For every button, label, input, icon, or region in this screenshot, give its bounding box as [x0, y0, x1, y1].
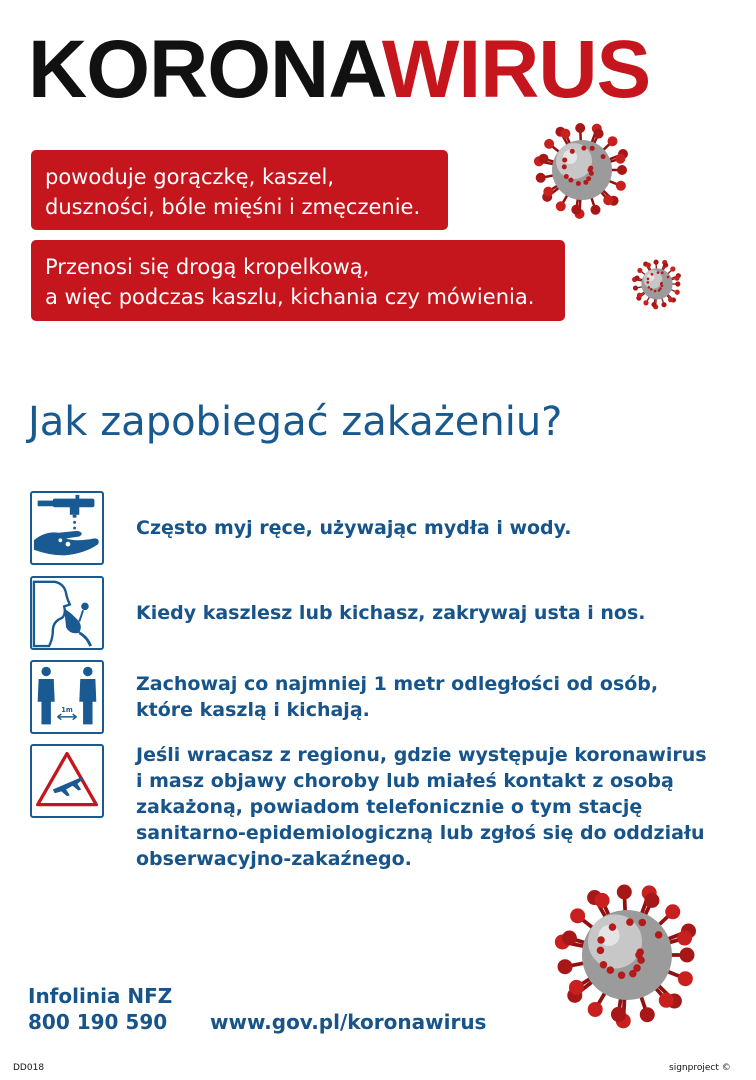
virus-icon [532, 120, 632, 220]
title-part-korona: KORONA [28, 24, 382, 115]
title-part-wirus: WIRUS [381, 24, 651, 115]
item-text: Jeśli wracasz z regionu, gdzie występuje koronawirus [136, 744, 707, 766]
cough-cover-icon [30, 576, 104, 650]
distance-label: 1m [61, 706, 73, 715]
prevention-item-keep-distance [136, 671, 658, 723]
item-text: Zachowaj co najmniej 1 metr odległości od osób, [136, 673, 659, 695]
prevention-item-contact-sanepid [136, 742, 707, 872]
prevention-heading: Jak zapobiegać zakażeniu? [28, 399, 563, 445]
prevention-item-cover-mouth [136, 600, 646, 626]
item-text: sanitarno-epidemiologiczną lub zgłoś się do oddziału [136, 822, 705, 844]
hand-washing-icon [30, 491, 104, 565]
brand-mark: signproject © [669, 1063, 731, 1073]
transmission-box [31, 240, 565, 321]
product-code: DD018 [13, 1063, 45, 1073]
item-text: które kaszlą i kichają. [136, 699, 370, 721]
item-text: i masz objawy choroby lub miałeś kontakt z osobą [136, 770, 674, 792]
hotline-number: 800 190 590 [28, 1010, 168, 1034]
symptoms-line-1: powoduje gorączkę, kaszel, [45, 165, 335, 189]
symptoms-box [31, 150, 448, 230]
item-text: zakażoną, powiadom telefonicznie o tym stację [136, 796, 643, 818]
transmission-line-1: Przenosi się drogą kropelkową, [45, 255, 370, 279]
transmission-line-2: a więc podczas kaszlu, kichania czy mówienia. [45, 285, 535, 309]
item-text: Kiedy kaszlesz lub kichasz, zakrywaj usta i nos. [136, 602, 646, 624]
virus-icon-small [631, 258, 683, 310]
hotline-label: Infolinia NFZ [28, 984, 173, 1008]
distance-icon [30, 660, 104, 734]
website-link[interactable]: www.gov.pl/koronawirus [210, 1010, 487, 1034]
item-text: Często myj ręce, używając mydła i wody. [136, 517, 572, 539]
symptoms-line-2: duszności, bóle mięśni i zmęczenie. [45, 195, 421, 219]
virus-icon-large [552, 880, 702, 1030]
item-text: obserwacyjno-zakaźnego. [136, 848, 412, 870]
prevention-item-wash-hands [136, 515, 572, 541]
travel-warning-icon [30, 744, 104, 818]
poster-title [28, 22, 650, 118]
